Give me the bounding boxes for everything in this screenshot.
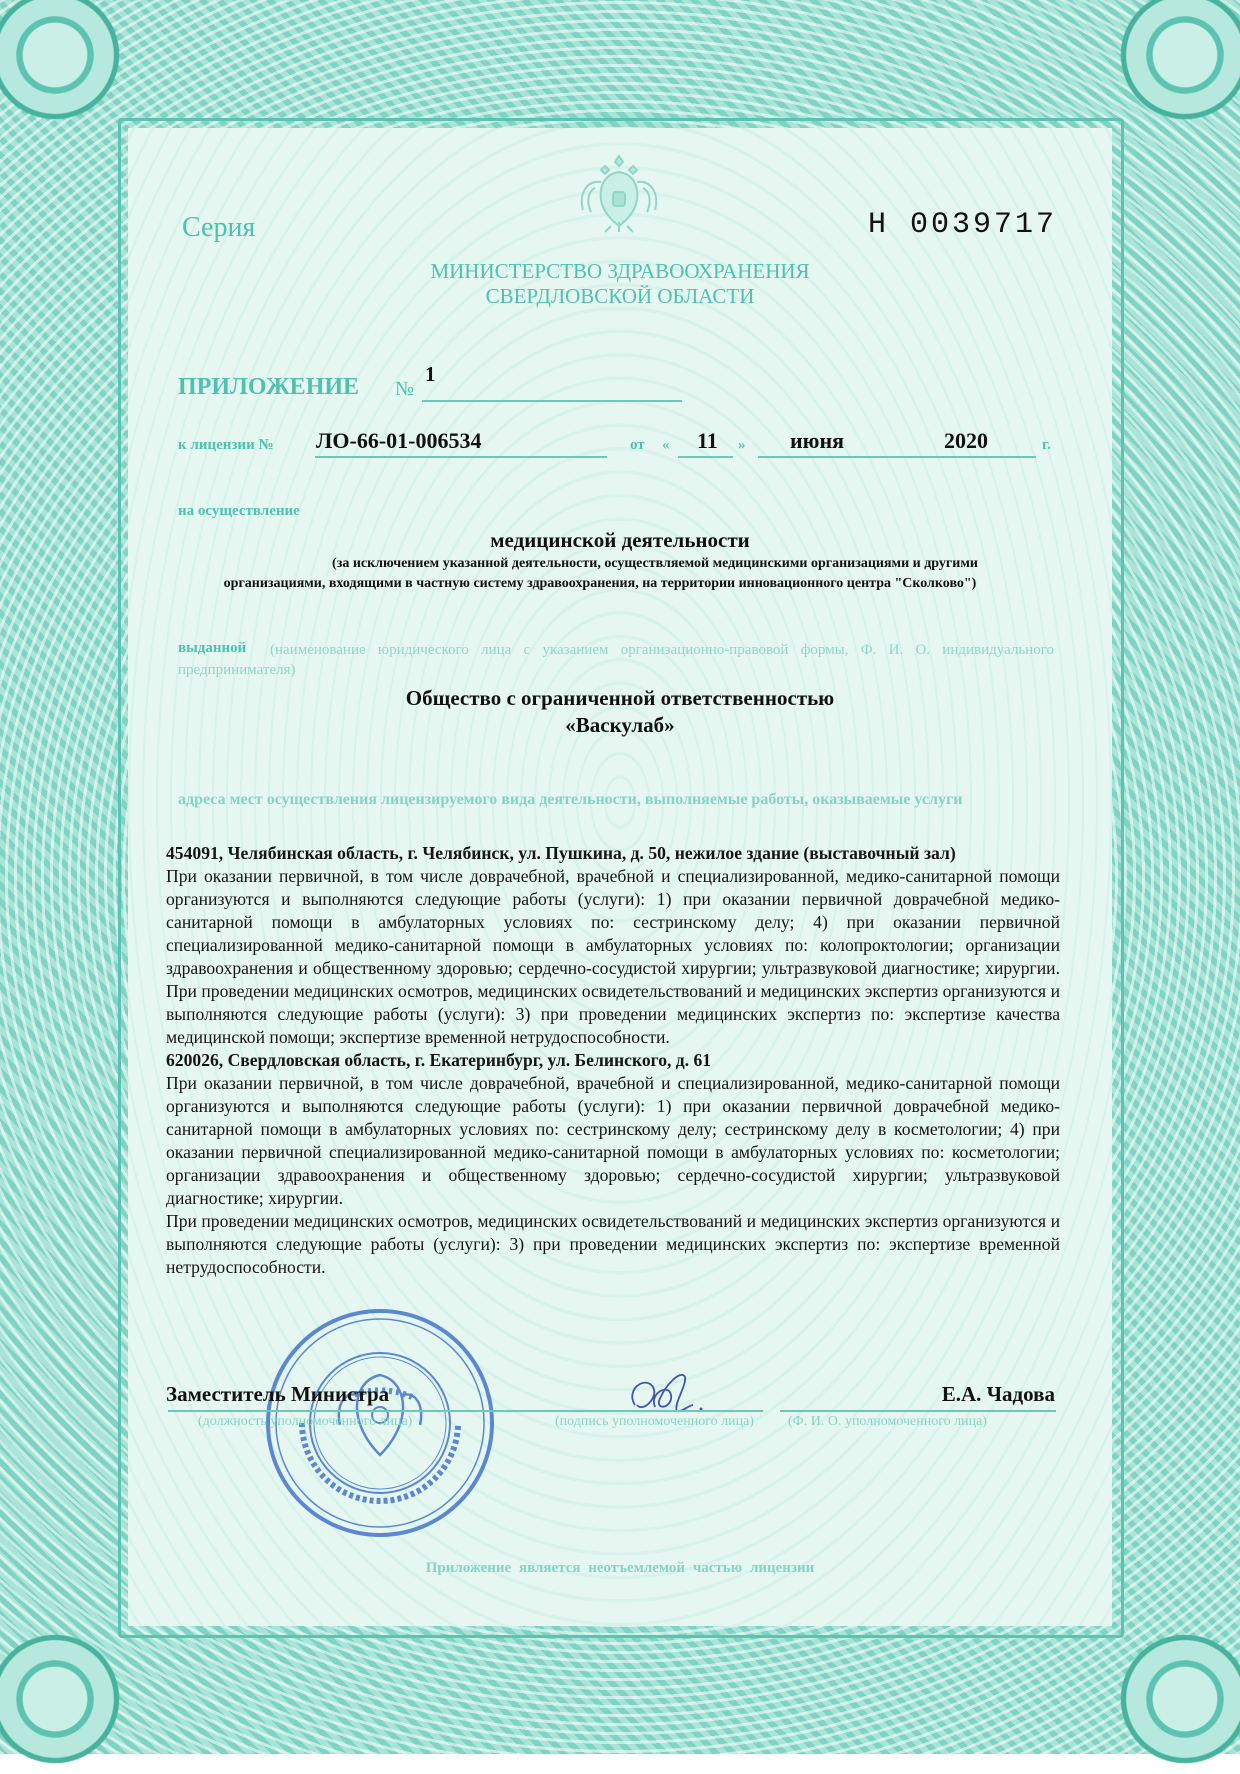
ministry-title-line2: СВЕРДЛОВСКОЙ ОБЛАСТИ bbox=[485, 284, 755, 308]
appendix-number: 1 bbox=[425, 362, 436, 386]
signatory-name: Е.А. Чадова bbox=[941, 1382, 1055, 1406]
licensed-activities-body bbox=[166, 842, 1060, 1279]
year-underline bbox=[944, 456, 1036, 458]
position-signature-underline bbox=[168, 1410, 763, 1412]
services-1: При оказании первичной, в том числе доврачебной, врачебной и специализированной, медико-санитарной помощи организуются и выполняются следующие работы (услуги): 1) при оказании первичной доврачебной медико-санитарной помощи в амбулаторных условиях по: сестринскому делу; 4) при оказании первичной специализированной медико-санитарной помощи в амбулаторных условиях по: колопроктологии; организации здравоохранения и общественному здоровью; сердечно-сосудистой хирургии; ультразвуковой диагностике; хирургии. При проведении медицинских осмотров, медицинских освидетельствований и медицинских экспертиз организуются и выполняются следующие работы (услуги): 3) при проведении медицинских экспертиз по: экспертизе качества медицинской помощи; экспертизе временной нетрудоспособности. bbox=[166, 866, 1060, 1047]
month-underline bbox=[758, 456, 946, 458]
organization-name-line2: «Васкулаб» bbox=[565, 713, 675, 737]
services-2-expertise: При проведении медицинских осмотров, медицинских освидетельствований и медицинских экспертиз организуются и выполняются следующие работы (услуги): 3) при проведении медицинских экспертиз по: экспертизе временной нетрудоспособности. bbox=[166, 1211, 1060, 1277]
address-1: 454091, Челябинская область, г. Челябинск, ул. Пушкина, д. 50, нежилое здание (выставочный зал) bbox=[166, 843, 956, 863]
ministry-title-line1: МИНИСТЕРСТВО ЗДРАВООХРАНЕНИЯ bbox=[430, 259, 810, 283]
appendix-number-sign: № bbox=[395, 378, 415, 400]
series-number: Н 0039717 bbox=[868, 208, 1058, 242]
license-label: к лицензии № bbox=[178, 437, 274, 453]
issued-hint: (наименование юридического лица с указанием организационно-правовой формы, Ф. И. О. индивидуального предпринимателя) bbox=[178, 642, 1054, 678]
address-2: 620026, Свердловская область, г. Екатеринбург, ул. Белинского, д. 61 bbox=[166, 1050, 712, 1070]
year-suffix: г. bbox=[1042, 437, 1051, 453]
services-2: При оказании первичной, в том числе доврачебной, врачебной и специализированной, медико-санитарной помощи организуются и выполняются следующие работы (услуги): 1) при оказании первичной доврачебной медико-санитарной помощи в амбулаторных условиях по: сестринскому делу; сестринскому делу в косметологии; 4) при оказании первичной специализированной медико-санитарной помощи в амбулаторных условиях по: косметологии; организации здравоохранения и общественному здоровью; сердечно-сосудистой хирургии; ультразвуковой диагностике; хирургии. bbox=[166, 1073, 1060, 1208]
activity-note: (за исключением указанной деятельности, осуществляемой медицинскими организациями и другими организациями, входящими в частную систему здравоохранения, на территории инновационного центра "Сколково") bbox=[223, 556, 978, 591]
quote-open: « bbox=[662, 437, 670, 453]
name-underline bbox=[780, 1410, 1056, 1412]
quote-close: » bbox=[738, 437, 746, 453]
license-month: июня bbox=[790, 428, 845, 453]
signatory-position: Заместитель Министра bbox=[166, 1382, 390, 1406]
coat-of-arms-eagle-icon bbox=[575, 152, 663, 234]
appendix-label: ПРИЛОЖЕНИЕ bbox=[178, 374, 360, 400]
activity-title: медицинской деятельности bbox=[490, 528, 750, 552]
issued-label: выданной bbox=[178, 640, 247, 656]
license-number: ЛО-66-01-006534 bbox=[316, 428, 482, 453]
license-year: 2020 bbox=[944, 428, 988, 453]
license-number-underline bbox=[315, 456, 607, 458]
day-underline bbox=[678, 456, 733, 458]
name-caption: (Ф. И. О. уполномоченного лица) bbox=[788, 1414, 987, 1429]
series-label: Серия bbox=[182, 212, 256, 243]
organization-name-line1: Общество с ограниченной ответственностью bbox=[405, 686, 835, 710]
activity-label: на осуществление bbox=[178, 503, 300, 519]
addresses-label: адреса мест осуществления лицензируемого вида деятельности, выполняемые работы, оказываемые услуги bbox=[178, 791, 963, 808]
license-day: 11 bbox=[697, 428, 718, 453]
position-caption: (должность уполномоченного лица) bbox=[198, 1414, 413, 1429]
from-label: от bbox=[630, 437, 645, 453]
signature-caption: (подпись уполномоченного лица) bbox=[555, 1414, 754, 1429]
appendix-underline bbox=[422, 400, 682, 402]
footer-note: Приложение является неотъемлемой частью лицензии bbox=[425, 1560, 815, 1576]
